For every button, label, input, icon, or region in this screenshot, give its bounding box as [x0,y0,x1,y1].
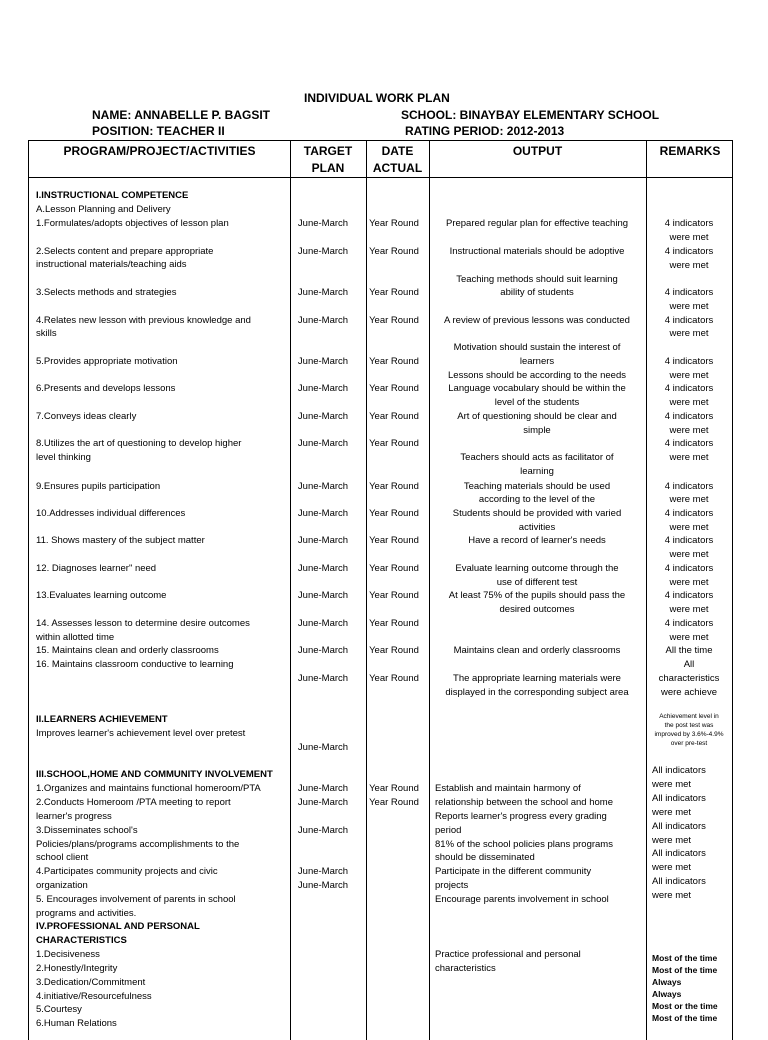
date-actual-cell: Year Round [369,508,419,519]
program-line: 1.Formulates/adopts objectives of lesson plan [36,218,229,229]
remarks-line: 4 indicators [664,383,714,394]
program-line: 12. Diagnoses learner" need [36,563,157,574]
program-line: 3.Dedication/Commitment [36,977,146,988]
remarks-line: Always [652,989,682,999]
remarks-line: were achieve [661,687,717,698]
rating-period: RATING PERIOD: 2012-2013 [405,124,565,138]
remarks-line: 4 indicators [664,315,714,326]
remarks-line: characteristics [658,673,720,684]
teacher-name: NAME: ANNABELLE P. BAGSIT [92,108,271,122]
program-line: 4.initiative/Resourcefulness [36,991,152,1002]
target-plan-cell: June-March [297,563,349,574]
target-plan-cell: June-March [297,880,349,891]
output-line: should be disseminated [435,852,535,863]
output-line: The appropriate learning materials were [453,673,621,684]
program-line: 4.Relates new lesson with previous knowledge and [36,315,251,326]
output-line: Teaching materials should be used [463,481,611,492]
target-plan-cell: June-March [297,783,349,794]
header-row-divider [29,177,732,178]
program-line: 14. Assesses lesson to determine desire outcomes [36,618,250,629]
target-plan-cell: June-March [297,481,349,492]
program-line: 2.Honestly/Integrity [36,963,118,974]
target-plan-cell: June-March [297,825,349,836]
output-line: Evaluate learning outcome through the [455,563,619,574]
program-line: 6.Human Relations [36,1018,117,1029]
date-actual-cell: Year Round [369,673,419,684]
remarks-line: over pre-test [670,740,708,747]
remarks-line: All indicators [652,765,706,776]
output-line: Teachers should acts as facilitator of [460,452,614,463]
program-line: learner's progress [36,811,112,822]
column-header-target-line2: PLAN [311,161,345,175]
column-header-output: OUTPUT [512,144,563,158]
program-line: 9.Ensures pupils participation [36,481,161,492]
output-line: relationship between the school and home [435,797,613,808]
remarks-line: were met [669,577,709,588]
output-line: Establish and maintain harmony of [435,783,581,794]
target-plan-cell: June-March [297,618,349,629]
remarks-line: 4 indicators [664,246,714,257]
remarks-line: were met [669,632,709,643]
program-line: 15. Maintains clean and orderly classrooms [36,645,219,656]
output-line: characteristics [435,963,496,974]
date-actual-cell: Year Round [369,411,419,422]
program-line: instructional materials/teaching aids [36,259,187,270]
remarks-line: 4 indicators [664,287,714,298]
output-line: Students should be provided with varied [452,508,622,519]
program-line: 3.Selects methods and strategies [36,287,177,298]
remarks-line: All indicators [652,848,706,859]
remarks-line: 4 indicators [664,590,714,601]
target-plan-cell: June-March [297,535,349,546]
output-line: Practice professional and personal [435,949,581,960]
target-plan-cell: June-March [297,438,349,449]
remarks-line: 4 indicators [664,218,714,229]
date-actual-cell: Year Round [369,618,419,629]
target-plan-cell: June-March [297,590,349,601]
output-line: desired outcomes [499,604,575,615]
output-line: learning [520,466,554,477]
target-plan-cell: June-March [297,315,349,326]
target-plan-cell: June-March [297,287,349,298]
output-line: Motivation should sustain the interest of [453,342,621,353]
remarks-line: 4 indicators [664,481,714,492]
program-line: school client [36,852,89,863]
output-line: Participate in the different community [435,866,592,877]
date-actual-cell: Year Round [369,356,419,367]
output-line: Teaching methods should suit learning [456,274,618,285]
target-plan-cell: June-March [297,866,349,877]
date-actual-cell: Year Round [369,563,419,574]
output-line: level of the students [494,397,580,408]
program-line: programs and activities. [36,908,137,919]
remarks-line: were met [669,260,709,271]
remarks-line: 4 indicators [664,563,714,574]
remarks-line: 4 indicators [664,618,714,629]
target-plan-cell: June-March [297,356,349,367]
remarks-line: were met [669,522,709,533]
output-line: period [435,825,462,836]
column-header-date-line2: ACTUAL [372,161,423,175]
section-heading: II.LEARNERS ACHIEVEMENT [36,714,168,725]
output-line: use of different test [496,577,578,588]
program-line: 5.Courtesy [36,1004,82,1015]
program-line: 2.Selects content and prepare appropriate [36,246,214,257]
remarks-line: Always [652,977,682,987]
output-line: A review of previous lessons was conducted [444,315,630,326]
column-header-date-line1: DATE [381,144,414,158]
remarks-line: 4 indicators [664,356,714,367]
program-line: 8.Utilizes the art of questioning to develop higher [36,438,242,449]
school-name: SCHOOL: BINAYBAY ELEMENTARY SCHOOL [401,108,660,122]
column-header-target-line1: TARGET [303,144,353,158]
section-heading: IV.PROFESSIONAL AND PERSONAL [36,921,200,932]
target-plan-cell: June-March [297,218,349,229]
output-line: ability of students [500,287,574,298]
remarks-line: All indicators [652,876,706,887]
remarks-line: were met [669,494,709,505]
output-line: Lessons should be according to the needs [448,370,626,381]
program-line: 1.Decisiveness [36,949,100,960]
program-line: 16. Maintains classroom conductive to learning [36,659,234,670]
remarks-line: were met [669,397,709,408]
target-plan-cell: June-March [297,411,349,422]
program-line: 11. Shows mastery of the subject matter [36,535,205,546]
remarks-line: Most or the time [652,1001,718,1011]
column-header-target [290,143,366,177]
output-line: Art of questioning should be clear and [457,411,617,422]
program-line: Improves learner's achievement level over pretest [36,728,246,739]
target-plan-cell: June-March [297,508,349,519]
output-line: Encourage parents involvement in school [435,894,609,905]
program-line: 5.Provides appropriate motivation [36,356,178,367]
teacher-position: POSITION: TEACHER II [92,124,225,138]
remarks-line: were met [669,232,709,243]
output-line: At least 75% of the pupils should pass the [448,590,626,601]
remarks-line: All indicators [652,793,706,804]
date-actual-cell: Year Round [369,645,419,656]
output-line: activities [518,522,556,533]
section-heading: III.SCHOOL,HOME AND COMMUNITY INVOLVEMENT [36,769,273,780]
date-actual-cell: Year Round [369,783,419,794]
target-plan-cell: June-March [297,645,349,656]
remarks-line: were met [669,549,709,560]
program-line: 10.Addresses individual differences [36,508,186,519]
remarks-line: were met [652,890,692,901]
program-line: 5. Encourages involvement of parents in school [36,894,236,905]
date-actual-cell: Year Round [369,287,419,298]
output-line: Have a record of learner's needs [468,535,606,546]
date-actual-cell: Year Round [369,218,419,229]
remarks-line: were met [669,425,709,436]
target-plan-cell: June-March [297,742,349,753]
date-actual-cell: Year Round [369,590,419,601]
remarks-line: were met [652,862,692,873]
target-plan-cell: June-March [297,673,349,684]
target-plan-cell: June-March [297,246,349,257]
program-line: skills [36,328,57,339]
program-line: organization [36,880,88,891]
remarks-line: All [683,659,695,670]
remarks-line: were met [652,779,692,790]
output-line: 81% of the school policies plans programs [435,839,613,850]
remarks-line: All the time [665,645,713,656]
column-header-program: PROGRAM/PROJECT/ACTIVITIES [63,144,256,158]
target-plan-cell: June-March [297,383,349,394]
remarks-line: 4 indicators [664,438,714,449]
remarks-line: were met [652,835,692,846]
output-line: learners [519,356,555,367]
date-actual-cell: Year Round [369,535,419,546]
remarks-line: were met [652,807,692,818]
output-line: projects [435,880,469,891]
output-line: Language vocabulary should be within the [448,383,626,394]
program-line: 1.Organizes and maintains functional homeroom/PTA [36,783,261,794]
output-line: displayed in the corresponding subject area [445,687,629,698]
remarks-line: were met [669,301,709,312]
remarks-line: were met [669,328,709,339]
program-line: 2.Conducts Homeroom /PTA meeting to report [36,797,231,808]
document-title: INDIVIDUAL WORK PLAN [304,91,450,105]
output-line: simple [523,425,551,436]
remarks-line: 4 indicators [664,508,714,519]
program-line: within allotted time [36,632,115,643]
remarks-line: Most of the time [652,953,718,963]
date-actual-cell: Year Round [369,438,419,449]
remarks-line: 4 indicators [664,411,714,422]
section-heading: I.INSTRUCTIONAL COMPETENCE [36,190,189,201]
remarks-line: were met [669,452,709,463]
output-line: Reports learner's progress every grading [435,811,607,822]
remarks-line: Most of the time [652,965,718,975]
target-plan-cell: June-March [297,797,349,808]
output-line: Instructional materials should be adoptive [449,246,625,257]
date-actual-cell: Year Round [369,246,419,257]
date-actual-cell: Year Round [369,383,419,394]
program-line: 6.Presents and develops lessons [36,383,176,394]
remarks-line: were met [669,604,709,615]
program-line: level thinking [36,452,91,463]
program-line: 3.Disseminates school's [36,825,138,836]
remarks-line: were met [669,370,709,381]
date-actual-cell: Year Round [369,481,419,492]
date-actual-cell: Year Round [369,797,419,808]
remarks-line: Achievement level in [659,713,719,720]
program-line: 13.Evaluates learning outcome [36,590,167,601]
program-line: 4.Participates community projects and civic [36,866,218,877]
remarks-line: All indicators [652,821,706,832]
output-line: Maintains clean and orderly classrooms [453,645,621,656]
column-header-remarks: REMARKS [659,144,721,158]
remarks-line: 4 indicators [664,535,714,546]
output-line: according to the level of the [478,494,596,505]
section-heading: CHARACTERISTICS [36,935,127,946]
program-line: Policies/plans/programs accomplishments to the [36,839,240,850]
program-line: A.Lesson Planning and Delivery [36,204,171,215]
program-line: 7.Conveys ideas clearly [36,411,137,422]
remarks-line: Most of the time [652,1013,718,1023]
remarks-line: improved by 3.6%-4.9% [654,731,724,738]
remarks-line: the post test was [664,722,714,729]
date-actual-cell: Year Round [369,315,419,326]
output-line: Prepared regular plan for effective teaching [445,218,629,229]
column-header-date [366,143,429,177]
